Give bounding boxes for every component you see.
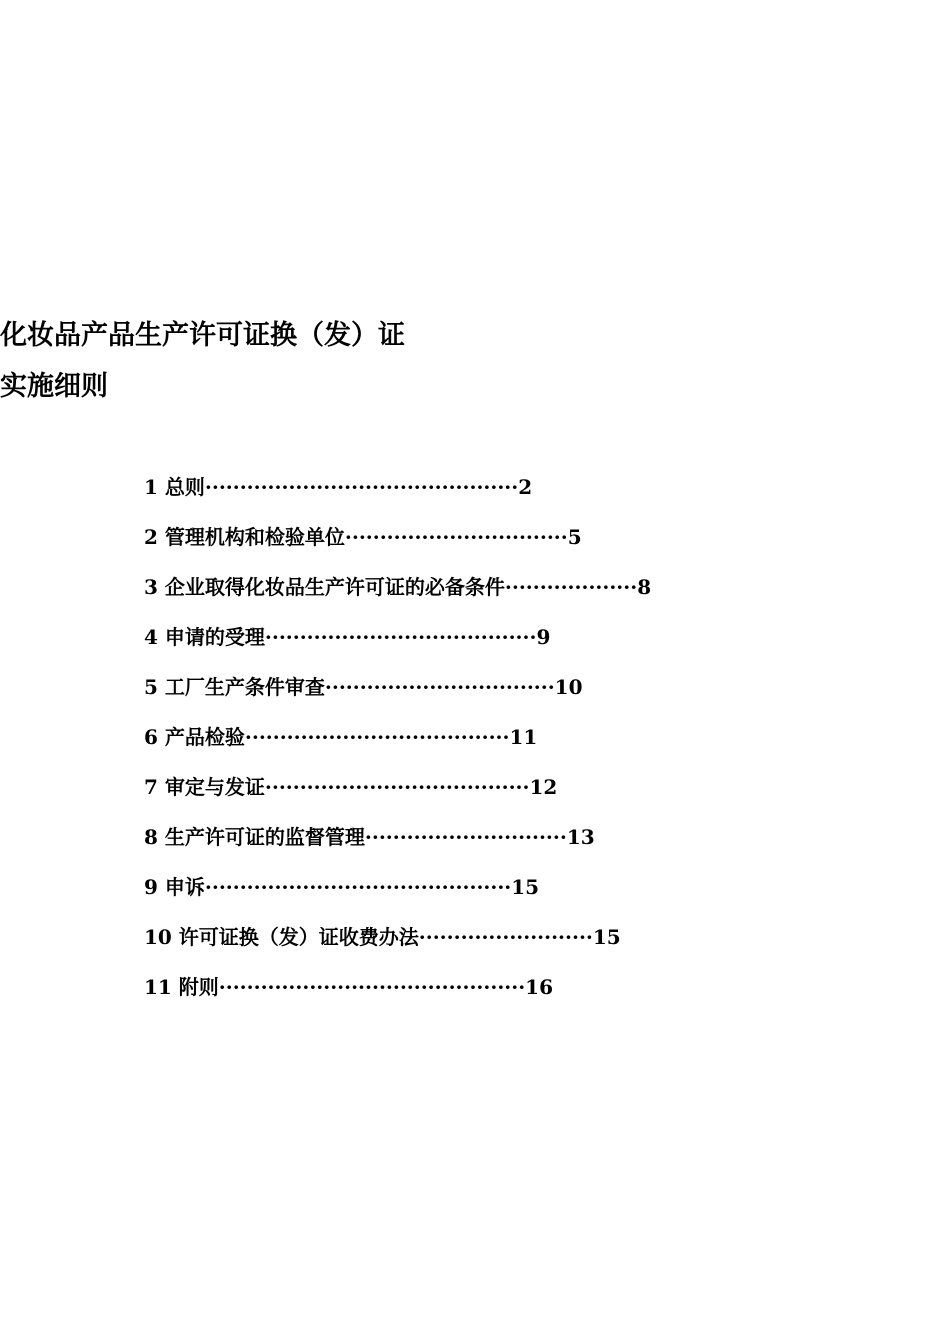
toc-leader-dots: ······································: [264, 775, 530, 799]
toc-entry-label: 10 许可证换（发）证收费办法: [144, 925, 419, 949]
toc-leader-dots: ············································: [204, 875, 512, 899]
toc-entry-label: 1 总则: [144, 475, 205, 499]
toc-entry-4[interactable]: [144, 622, 550, 652]
document-title-line-2: 实施细则: [0, 371, 108, 402]
toc-entry-8[interactable]: [144, 822, 595, 852]
toc-page-number: 13: [566, 825, 595, 849]
toc-leader-dots: ·························: [418, 925, 593, 949]
toc-entry-label: 3 企业取得化妆品生产许可证的必备条件: [144, 575, 505, 599]
toc-leader-dots: ······································: [244, 725, 510, 749]
toc-page-number: 2: [518, 475, 533, 499]
document-title-line-1: 化妆品产品生产许可证换（发）证: [0, 320, 405, 351]
toc-leader-dots: ·······································: [264, 625, 537, 649]
toc-entry-2[interactable]: [144, 522, 582, 552]
toc-entry-label: 2 管理机构和检验单位: [144, 525, 345, 549]
toc-entry-10[interactable]: [144, 922, 621, 952]
toc-entry-label: 4 申请的受理: [144, 625, 265, 649]
toc-entry-label: 8 生产许可证的监督管理: [144, 825, 365, 849]
toc-page-number: 12: [529, 775, 558, 799]
toc-entry-label: 11 附则: [144, 975, 219, 999]
toc-page-number: 9: [536, 625, 551, 649]
toc-page-number: 10: [554, 675, 583, 699]
toc-leader-dots: ·············································: [204, 475, 519, 499]
toc-page-number: 15: [592, 925, 621, 949]
toc-entry-1[interactable]: [144, 472, 532, 502]
toc-entry-6[interactable]: [144, 722, 537, 752]
toc-page-number: 15: [511, 875, 540, 899]
toc-page-number: 8: [637, 575, 652, 599]
toc-entry-9[interactable]: [144, 872, 539, 902]
toc-page-number: 16: [525, 975, 554, 999]
toc-entry-label: 7 审定与发证: [144, 775, 265, 799]
toc-entry-5[interactable]: [144, 672, 583, 702]
toc-leader-dots: ·····························: [364, 825, 567, 849]
toc-entry-label: 9 申诉: [144, 875, 205, 899]
toc-page-number: 11: [509, 725, 538, 749]
toc-leader-dots: ································: [344, 525, 568, 549]
toc-leader-dots: ···················: [504, 575, 638, 599]
toc-entry-label: 5 工厂生产条件审查: [144, 675, 325, 699]
toc-entry-label: 6 产品检验: [144, 725, 245, 749]
toc-entry-7[interactable]: [144, 772, 557, 802]
toc-entry-11[interactable]: [144, 972, 553, 1002]
toc-leader-dots: ············································: [218, 975, 526, 999]
toc-page-number: 5: [567, 525, 582, 549]
toc-leader-dots: ·································: [324, 675, 555, 699]
toc-entry-3[interactable]: [144, 572, 651, 602]
